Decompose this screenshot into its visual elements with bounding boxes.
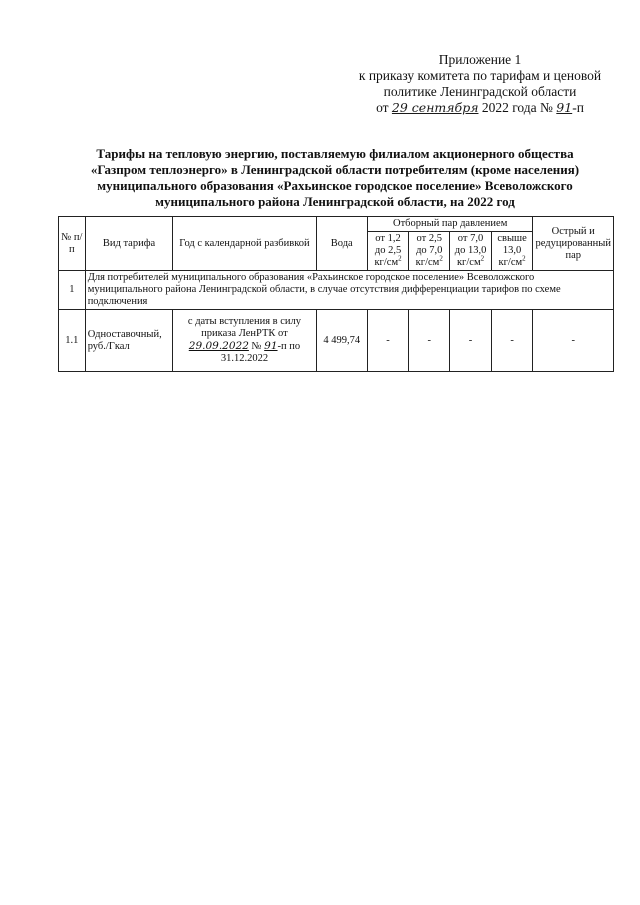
appendix-block (330, 52, 630, 116)
header-sharp-steam: Острый и редуцированный пар (533, 217, 614, 271)
header-year: Год с календарной разбивкой (173, 217, 316, 271)
section-num: 1 (59, 271, 86, 310)
table-row (59, 310, 614, 372)
header-num: № п/п (59, 217, 86, 271)
title-line-2: «Газпром теплоэнерго» в Ленинградской области потребителям (кроме населения) (90, 162, 580, 177)
appendix-order-line: к приказу комитета по тарифам и ценовой (358, 68, 602, 83)
header-row-1 (59, 217, 614, 232)
date-suffix: -п (572, 100, 584, 115)
header-steam-3: от 7,0 до 13,0 $кг/см^2$ (450, 232, 491, 271)
appendix-date-line (330, 100, 630, 116)
header-steam-2: от 2,5 до 7,0 $кг/см^2$ (409, 232, 450, 271)
header-steam-4: свыше 13,0 $кг/см^2$ (491, 232, 533, 271)
header-tariff-type: Вид тарифа (85, 217, 173, 271)
tariff-table (58, 216, 614, 372)
row-water: 4 499,74 (316, 310, 367, 372)
row-steam-1: - (367, 310, 408, 372)
header-water: Вода (316, 217, 367, 271)
document-title (70, 146, 600, 210)
row-steam-3: - (450, 310, 491, 372)
header-steam-group: Отборный пар давлением (367, 217, 533, 232)
handwritten-date: 29 сентября (391, 100, 479, 115)
title-line-4: муниципального района Ленинградской области, на 2022 год (155, 194, 515, 209)
handwritten-number: 91 (556, 100, 573, 115)
row-num: 1.1 (59, 310, 86, 372)
date-prefix: от (376, 100, 389, 115)
title-line-3: муниципального образования «Рахьинское городское поселение» Всеволожского (97, 178, 573, 193)
date-mid: 2022 года № (481, 100, 553, 115)
handwritten-order-date: 29.09.2022 (188, 340, 249, 352)
appendix-committee-line: политике Ленинградской области (383, 84, 577, 99)
row-period: с даты вступления в силу приказа ЛенРТК от 29.09.2022 № 91-п по 31.12.2022 (173, 310, 316, 372)
section-row (59, 271, 614, 310)
row-sharp-steam: - (533, 310, 614, 372)
section-description: Для потребителей муниципального образования «Рахьинское городское поселение» Всеволожского муниципального района Ленинградской области, в случае отсутствия дифференциации тарифов по схеме подключения (85, 271, 613, 310)
appendix-title: Приложение 1 (438, 52, 522, 67)
title-line-1: Тарифы на тепловую энергию, поставляемую филиалом акционерного общества (96, 146, 574, 161)
handwritten-order-number: 91 (264, 340, 278, 352)
header-steam-1: от 1,2 до 2,5 $кг/см^2$ (367, 232, 408, 271)
row-steam-4: - (491, 310, 533, 372)
row-tariff-type: Одноставочный, руб./Гкал (85, 310, 173, 372)
row-steam-2: - (409, 310, 450, 372)
